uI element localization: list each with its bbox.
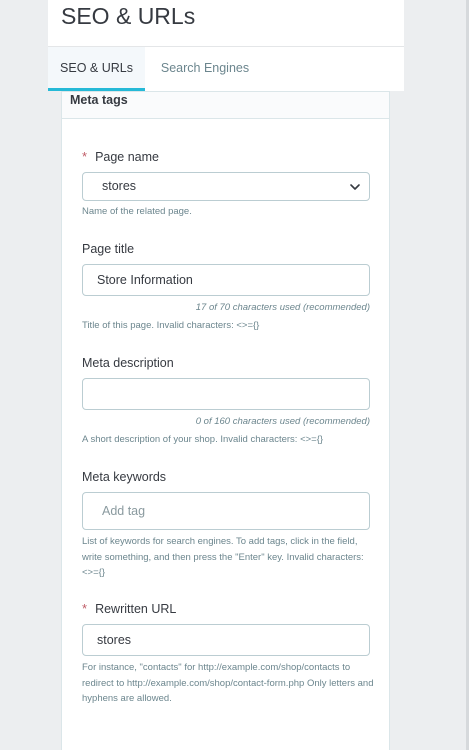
page-title-counter: 17 of 70 characters used (recommended) <box>195 302 370 313</box>
rewritten-url-help: For instance, "contacts" for http://example.com/shop/contacts to redirect to http://example.com/shop/contact-form.php Only letters and hyphens are allowed. <box>82 662 374 704</box>
meta-description-label: Meta description <box>82 356 174 370</box>
rewritten-url-input[interactable] <box>82 624 370 656</box>
required-marker: * <box>82 149 88 164</box>
tab-bar <box>48 46 404 91</box>
page-title-label: Page title <box>82 242 135 256</box>
page-name-help: Name of the related page. <box>82 206 192 217</box>
page-name-label-text: Page name <box>95 150 159 164</box>
page-name-label <box>82 149 159 164</box>
page-name-select[interactable] <box>82 172 370 201</box>
page-title-value: Store Information <box>97 273 193 287</box>
meta-description-counter: 0 of 160 characters used (recommended) <box>195 416 370 427</box>
page-title-help: Title of this page. Invalid characters: <>={} <box>82 320 260 331</box>
meta-keywords-help: List of keywords for search engines. To add tags, click in the field, write something, and then press the "Enter" key. Invalid characters: <>={} <box>82 536 364 578</box>
rewritten-url-label <box>82 601 176 616</box>
tab-search-engines[interactable]: Search Engines <box>160 61 250 75</box>
chevron-down-icon <box>349 181 361 193</box>
meta-description-input[interactable] <box>82 378 370 410</box>
tab-seo-urls[interactable]: SEO & URLs <box>48 47 145 91</box>
page-header <box>48 0 404 46</box>
card-title: Meta tags <box>62 92 389 119</box>
required-marker: * <box>82 601 88 616</box>
page-title: SEO & URLs <box>61 3 196 29</box>
rewritten-url-value: stores <box>97 633 132 647</box>
meta-keywords-tag-input[interactable] <box>82 492 370 530</box>
page-title-input[interactable] <box>82 264 370 296</box>
meta-tags-card <box>61 91 390 750</box>
meta-keywords-label: Meta keywords <box>82 470 167 484</box>
page-name-value: stores <box>102 179 137 193</box>
meta-description-help: A short description of your shop. Invalid characters: <>={} <box>82 434 324 445</box>
rewritten-url-label-text: Rewritten URL <box>95 602 177 616</box>
meta-keywords-placeholder: Add tag <box>102 504 146 518</box>
